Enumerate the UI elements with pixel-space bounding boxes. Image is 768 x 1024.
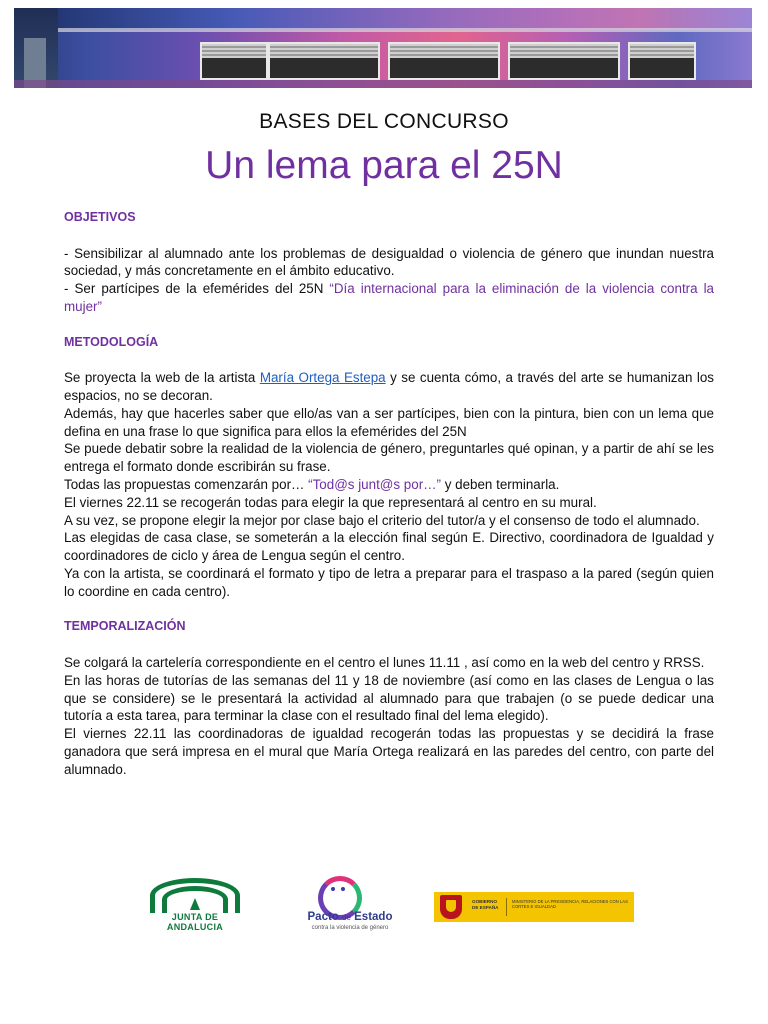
banner-window (268, 42, 380, 80)
document-title: Un lema para el 25N (205, 144, 563, 187)
junta-triangle-icon (190, 898, 200, 910)
coat-of-arms-icon (440, 895, 462, 919)
ministerio-text: MINISTERIO DE LA PRESIDENCIA, RELACIONES CON LAS CORTES E IGUALDAD (512, 899, 628, 910)
temporalizacion-paragraph: Se colgará la cartelería correspondiente en el centro el lunes 11.11 , así como en la web del centro y RRSS. (64, 654, 705, 670)
artist-link[interactable]: María Ortega Estepa (259, 370, 386, 386)
metodologia-paragraph: Se proyecta la web de la artista María Ortega Estepa y se cuenta cómo, a través del arte se humanizan los espacios, no se decoran. (64, 370, 714, 403)
document-subtitle: BASES DEL CONCURSO (259, 110, 509, 133)
metodologia-paragraph: Todas las propuestas comenzarán por… “Tod@s junt@s por…” y deben terminarla. (64, 476, 560, 492)
gobierno-text: GOBIERNO DE ESPAÑA (472, 899, 499, 910)
junta-de-andalucia-logo (148, 876, 242, 932)
metodologia-paragraph: A su vez, se propone elegir la mejor por clase bajo el criterio del tutor/a y el consenso de todo el alumnado. (64, 512, 700, 528)
pacto-logo-subtitle: contra la violencia de género (311, 925, 389, 931)
banner-sky (14, 8, 752, 30)
metodologia-paragraph: Ya con la artista, se coordinará el formato y tipo de letra a preparar para el traspaso a la pared (según quien lo coordine en cada centro). (64, 565, 714, 599)
banner-window (508, 42, 620, 80)
metodologia-paragraph: El viernes 22.11 se recogerán todas para elegir la que representará al centro en su mural. (64, 494, 597, 510)
banner-roof (14, 28, 752, 32)
objetivo-item: - Ser partícipes de la efemérides del 25N “Día internacional para la eliminación de la violencia contra la mujer” (64, 281, 714, 314)
section-heading-objetivos: OBJETIVOS (64, 210, 136, 224)
temporalizacion-paragraph: En las horas de tutorías de las semanas del 11 y 18 de noviembre (así como en las clases de Lengua o las que se considere) se le presentará la actividad al alumnado para que trabajen (o se puede dedicar una tutoría a esta tarea, para terminar la clase con el resultado final del lema elegido). (64, 672, 714, 724)
metodologia-paragraph: Las elegidas de casa clase, se someterán a la elección final según E. Directivo, coordinadora de Igualdad y coordinadores de ciclo y área de Lengua según el centro. (64, 530, 714, 564)
junta-logo-text: JUNTA DE ANDALUCIA (166, 912, 224, 932)
document-body (64, 209, 714, 779)
banner-window (388, 42, 500, 80)
temporalizacion-paragraph: El viernes 22.11 las coordinadoras de igualdad recogerán todas las propuestas y se decidirá la frase ganadora que será impresa en el mural que María Ortega realizará en las paredes del centro, con parte del alumnado. (64, 726, 714, 777)
pacto-logo-name: Pacto de Estado (307, 911, 393, 923)
section-heading-temporalizacion: TEMPORALIZACIÓN (64, 619, 186, 634)
banner-window (200, 42, 268, 80)
objetivo-item: - Sensibilizar al alumnado ante los problemas de desigualdad o violencia de género que inundan nuestra sociedad, y más concretamente en el ámbito educativo. (64, 245, 714, 279)
banner-window (628, 42, 696, 80)
metodologia-paragraph: Se puede debatir sobre la realidad de la violencia de género, preguntarles qué opinan, y a partir de ahí se les entrega el formato donde escribirán su frase. (64, 441, 714, 475)
pacto-de-estado-logo (298, 874, 402, 934)
gobierno-de-espana-logo (434, 892, 634, 922)
efemeride-quote: “Día internacional para la eliminación de la violencia contra la mujer” (64, 281, 714, 314)
mural-banner-image (14, 8, 752, 88)
banner-ground (14, 80, 752, 88)
lema-quote: “Tod@s junt@s por…” (308, 476, 441, 492)
banner-pillar (14, 8, 58, 88)
metodologia-paragraph: Además, hay que hacerles saber que ello/as van a ser partícipes, bien con la pintura, bien con un lema que defina en una frase lo que significa para ellos la efemérides del 25N (64, 405, 714, 439)
section-heading-metodologia: METODOLOGÍA (64, 334, 159, 349)
